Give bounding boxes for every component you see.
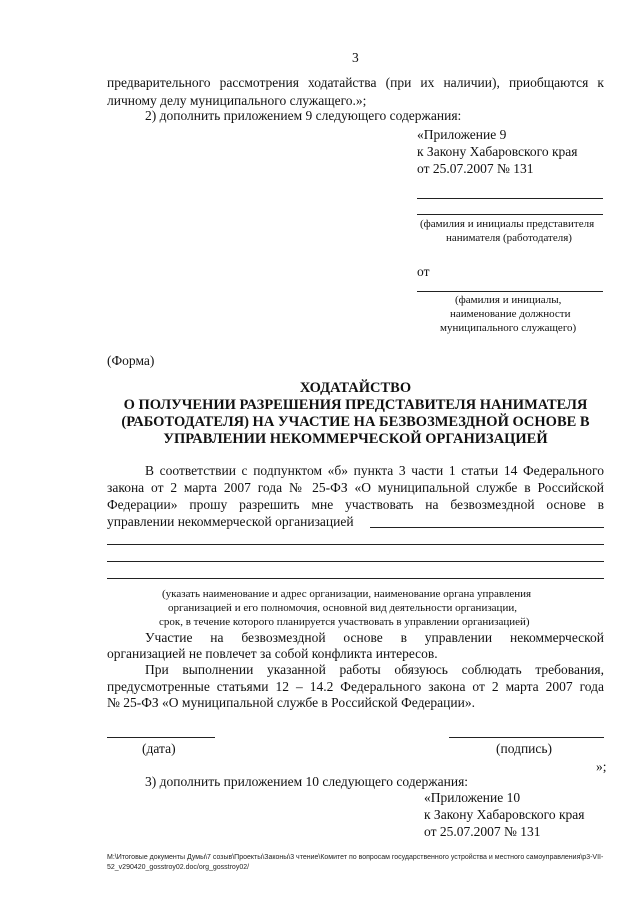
signature-caption: (подпись)	[496, 741, 553, 756]
body-p1-line-2: закона от 2 марта 2007 года № 25-ФЗ «О муниципальной службе в Российской	[107, 480, 604, 495]
footer-path-line-2: 52_v290420_gosstroy02.doc/org_gosstroy02/	[107, 864, 250, 871]
org-name-fill-line-4[interactable]	[107, 578, 604, 579]
title-line-1: ХОДАТАЙСТВО	[299, 380, 412, 396]
from-label: от	[417, 264, 430, 279]
org-caption-line-2: организацией и его полномочия, основной вид деятельности организации,	[168, 602, 517, 614]
org-name-fill-line-1[interactable]	[370, 527, 604, 528]
appendix-9-line-1: «Приложение 9	[417, 127, 507, 142]
body-p2-line-1: Участие на безвозмездной основе в управлении некоммерческой	[145, 630, 604, 645]
employer-name-line-2[interactable]	[417, 214, 603, 215]
title-line-2: О ПОЛУЧЕНИИ РАЗРЕШЕНИЯ ПРЕДСТАВИТЕЛЯ НАНИМАТЕЛЯ	[123, 397, 588, 413]
appendix-9-line-3: от 25.07.2007 № 131	[417, 161, 534, 176]
body-p1-line-4: управлении некоммерческой организацией	[107, 514, 354, 529]
body-p1-line-1: В соответствии с подпунктом «б» пункта 3 части 1 статьи 14 Федерального	[145, 463, 604, 478]
page-number: 3	[352, 50, 359, 65]
intro-line-1: предварительного рассмотрения ходатайства (при их наличии), приобщаются к	[107, 75, 604, 90]
employee-caption-line-2: наименование должности	[450, 308, 571, 320]
org-caption-line-3: срок, в течение которого планируется участвовать в управлении организацией)	[159, 616, 530, 628]
signature-fill-line[interactable]	[449, 737, 604, 738]
body-p3-line-3: № 25-ФЗ «О муниципальной службе в Российской Федерации».	[107, 695, 475, 710]
date-caption: (дата)	[142, 741, 176, 756]
employer-caption-line-2: нанимателя (работодателя)	[446, 232, 572, 244]
body-p1-line-3: Федерации» прошу разрешить мне участвовать на безвозмездной основе в	[107, 497, 604, 512]
appendix-10-line-2: к Закону Хабаровского края	[424, 807, 585, 822]
intro-line-3: 2) дополнить приложением 9 следующего содержания:	[145, 108, 462, 123]
form-label: (Форма)	[107, 353, 155, 368]
employee-name-line[interactable]	[417, 291, 603, 292]
body-p2-line-2: организацией не повлечет за собой конфликта интересов.	[107, 646, 438, 661]
body-p3-line-1: При выполнении указанной работы обязуюсь соблюдать требования,	[145, 662, 604, 677]
form-end-mark: »;	[596, 759, 607, 774]
org-name-fill-line-3[interactable]	[107, 561, 604, 562]
item-3-text: 3) дополнить приложением 10 следующего содержания:	[145, 774, 469, 789]
body-p3-line-2: предусмотренные статьями 12 – 14.2 Федерального закона от 2 марта 2007 года	[107, 679, 604, 694]
org-name-fill-line-2[interactable]	[107, 544, 604, 545]
employer-name-line-1[interactable]	[417, 198, 603, 199]
appendix-10-line-3: от 25.07.2007 № 131	[424, 824, 541, 839]
org-caption-line-1: (указать наименование и адрес организации, наименование органа управления	[162, 588, 532, 600]
footer-path-line-1: M:\Итоговые документы Думы\7 созыв\Проекты\Законы\3 чтение\Комитет по вопросам государственного устройства и местного самоуправления\р3-VII-	[107, 854, 604, 861]
appendix-10-line-1: «Приложение 10	[424, 790, 521, 805]
employee-caption-line-1: (фамилия и инициалы,	[455, 294, 562, 306]
appendix-9-line-2: к Закону Хабаровского края	[417, 144, 578, 159]
title-line-4: УПРАВЛЕНИИ НЕКОММЕРЧЕСКОЙ ОРГАНИЗАЦИЕЙ	[163, 431, 548, 447]
intro-line-2: личному делу муниципального служащего.»;	[107, 93, 367, 108]
date-fill-line[interactable]	[107, 737, 215, 738]
employee-caption-line-3: муниципального служащего)	[440, 322, 577, 334]
title-line-3: (РАБОТОДАТЕЛЯ) НА УЧАСТИЕ НА БЕЗВОЗМЕЗДНОЙ ОСНОВЕ В	[121, 414, 590, 430]
employer-caption-line-1: (фамилия и инициалы представителя	[420, 218, 595, 230]
